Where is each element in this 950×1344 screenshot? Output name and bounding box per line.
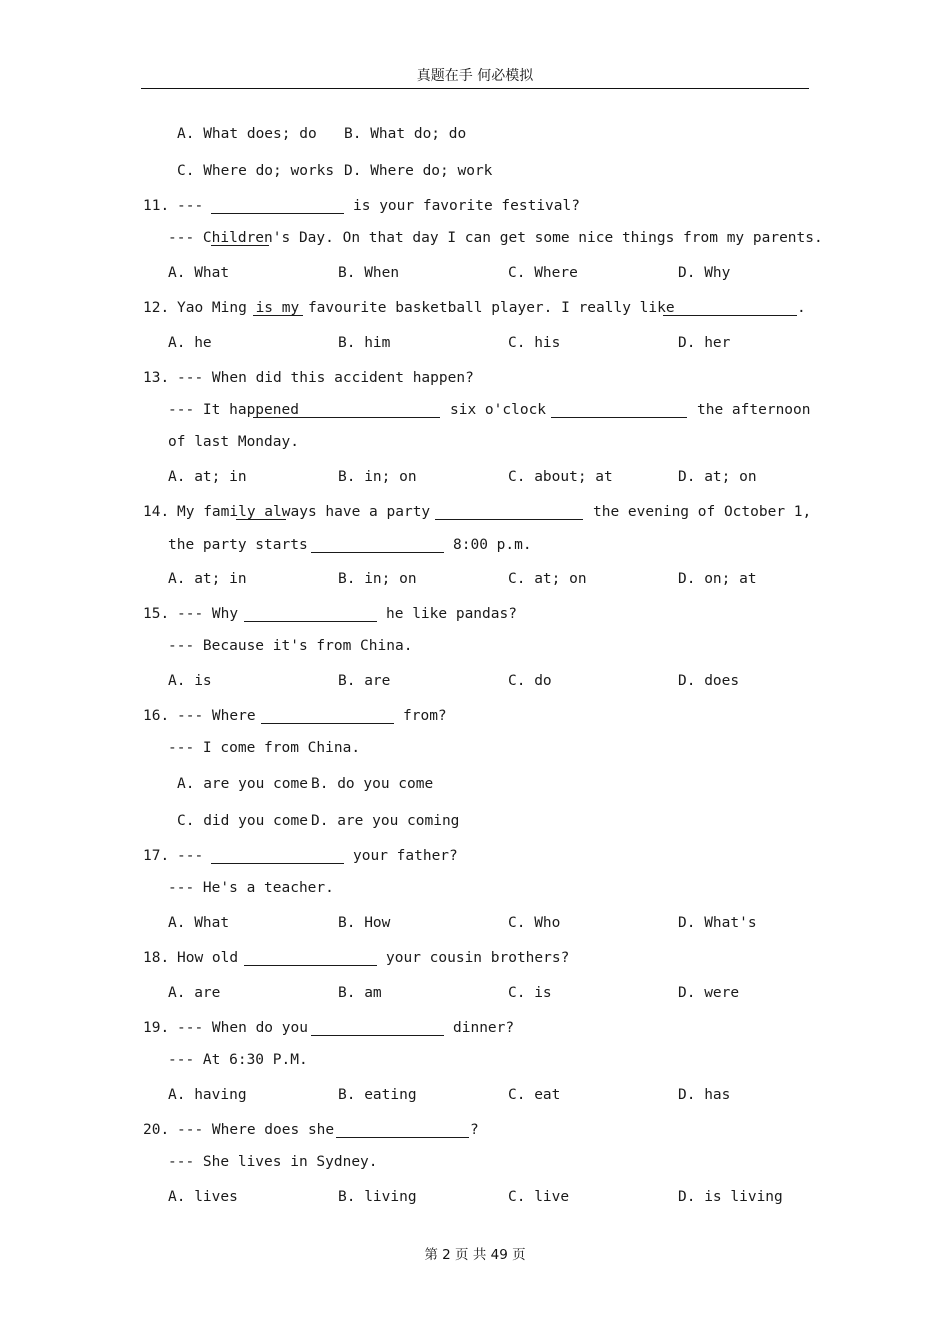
- q17-option-c: C. Who: [508, 915, 561, 931]
- q16-prompt-part1: --- Where: [177, 708, 256, 724]
- q14-option-b: B. in; on: [338, 571, 417, 587]
- q17-answer-line: --- He's a teacher.: [168, 880, 334, 896]
- q20-prompt-part1: --- Where does she: [177, 1122, 335, 1138]
- q20-answer-line: --- She lives in Sydney.: [168, 1154, 378, 1170]
- q13-answer-part4: of last Monday.: [168, 434, 299, 450]
- q10-option-b: B. What do; do: [344, 126, 467, 142]
- q14-blank-2: [311, 552, 444, 553]
- q11-option-c: C. Where: [508, 265, 578, 281]
- q18-prompt-part2: your cousin brothers?: [386, 950, 570, 966]
- q16-number: 16.: [143, 708, 170, 724]
- q17-option-b: B. How: [338, 915, 391, 931]
- q18-option-c: C. is: [508, 985, 552, 1001]
- q17-option-a: A. What: [168, 915, 230, 931]
- page-footer: 第 2 页 共 49 页: [424, 1247, 526, 1263]
- q15-blank: [244, 621, 377, 622]
- q12-option-a: A. he: [168, 335, 212, 351]
- q18-option-a: A. are: [168, 985, 221, 1001]
- q16-answer-line: --- I come from China.: [168, 740, 361, 756]
- q17-blank: [211, 863, 344, 864]
- q17-number: 17.: [143, 848, 170, 864]
- q10-option-d: D. Where do; work: [344, 163, 493, 179]
- q12-underline-mark: [253, 315, 303, 316]
- q16-blank: [261, 723, 394, 724]
- q17-option-d: D. What's: [678, 915, 757, 931]
- q11-option-a: A. What: [168, 265, 230, 281]
- q13-underline-mark: [253, 417, 295, 418]
- q17-prompt-part1: ---: [177, 848, 204, 864]
- q11-option-b: B. When: [338, 265, 400, 281]
- q19-prompt-part2: dinner?: [453, 1020, 515, 1036]
- q18-option-d: D. were: [678, 985, 740, 1001]
- q16-option-c: C. did you come: [177, 813, 308, 829]
- q13-blank-1: [295, 417, 440, 418]
- q14-prompt-part1: My family always have a party: [177, 504, 431, 520]
- q13-answer-part2: six o'clock: [450, 402, 547, 418]
- q18-option-b: B. am: [338, 985, 382, 1001]
- q19-answer-line: --- At 6:30 P.M.: [168, 1052, 308, 1068]
- page-header: 真题在手 何必模拟: [416, 68, 534, 84]
- q11-option-d: D. Why: [678, 265, 731, 281]
- q19-option-c: C. eat: [508, 1087, 561, 1103]
- q19-number: 19.: [143, 1020, 170, 1036]
- q20-option-b: B. living: [338, 1189, 417, 1205]
- q12-prompt-part2: .: [797, 300, 806, 316]
- q15-option-b: B. are: [338, 673, 391, 689]
- q13-blank-2: [551, 417, 687, 418]
- q12-option-d: D. her: [678, 335, 731, 351]
- q20-prompt-part2: ?: [470, 1122, 479, 1138]
- q10-option-c: C. Where do; works: [177, 163, 335, 179]
- q15-option-d: D. does: [678, 673, 740, 689]
- q13-prompt: --- When did this accident happen?: [177, 370, 474, 386]
- q13-option-a: A. at; in: [168, 469, 247, 485]
- q13-answer-part1: --- It happened: [168, 402, 299, 418]
- q20-option-d: D. is living: [678, 1189, 783, 1205]
- q16-prompt-part2: from?: [403, 708, 447, 724]
- q15-answer-line: --- Because it's from China.: [168, 638, 413, 654]
- q13-option-d: D. at; on: [678, 469, 757, 485]
- q14-prompt-part2: the evening of October 1,: [593, 504, 812, 520]
- q13-number: 13.: [143, 370, 170, 386]
- q12-option-b: B. him: [338, 335, 391, 351]
- q20-blank: [336, 1137, 469, 1138]
- q15-prompt-part1: --- Why: [177, 606, 239, 622]
- q15-prompt-part2: he like pandas?: [386, 606, 517, 622]
- q20-option-a: A. lives: [168, 1189, 238, 1205]
- q14-number: 14.: [143, 504, 170, 520]
- q13-option-c: C. about; at: [508, 469, 613, 485]
- q16-option-d: D. are you coming: [311, 813, 460, 829]
- q15-number: 15.: [143, 606, 170, 622]
- q14-option-a: A. at; in: [168, 571, 247, 587]
- q17-prompt-part2: your father?: [353, 848, 458, 864]
- q11-answer-line: --- Children's Day. On that day I can get some nice things from my parents.: [168, 230, 823, 246]
- q11-prompt-part1: ---: [177, 198, 204, 214]
- q13-option-b: B. in; on: [338, 469, 417, 485]
- q14-blank-1: [435, 519, 583, 520]
- q18-number: 18.: [143, 950, 170, 966]
- q11-underline-mark: [211, 245, 269, 246]
- q11-blank: [211, 213, 344, 214]
- q14-option-c: C. at; on: [508, 571, 587, 587]
- q11-number: 11.: [143, 198, 170, 214]
- q15-option-c: C. do: [508, 673, 552, 689]
- q19-blank: [311, 1035, 444, 1036]
- q12-option-c: C. his: [508, 335, 561, 351]
- q13-answer-part3: the afternoon: [697, 402, 811, 418]
- q20-option-c: C. live: [508, 1189, 570, 1205]
- q19-option-a: A. having: [168, 1087, 247, 1103]
- q15-option-a: A. is: [168, 673, 212, 689]
- q14-option-d: D. on; at: [678, 571, 757, 587]
- q14-prompt-part4: 8:00 p.m.: [453, 537, 532, 553]
- header-rule: [141, 88, 809, 89]
- q14-underline-mark: [236, 519, 286, 520]
- q14-prompt-part3: the party starts: [168, 537, 308, 553]
- q10-option-a: A. What does; do: [177, 126, 317, 142]
- q18-prompt-part1: How old: [177, 950, 239, 966]
- q11-prompt-part2: is your favorite festival?: [353, 198, 580, 214]
- q12-blank: [663, 315, 797, 316]
- q19-option-d: D. has: [678, 1087, 731, 1103]
- q12-number: 12.: [143, 300, 170, 316]
- q19-option-b: B. eating: [338, 1087, 417, 1103]
- q16-option-b: B. do you come: [311, 776, 434, 792]
- q18-blank: [244, 965, 377, 966]
- q20-number: 20.: [143, 1122, 170, 1138]
- q12-prompt-part1: Yao Ming is my favourite basketball player. I really like: [177, 300, 675, 316]
- q19-prompt-part1: --- When do you: [177, 1020, 308, 1036]
- q16-option-a: A. are you come: [177, 776, 308, 792]
